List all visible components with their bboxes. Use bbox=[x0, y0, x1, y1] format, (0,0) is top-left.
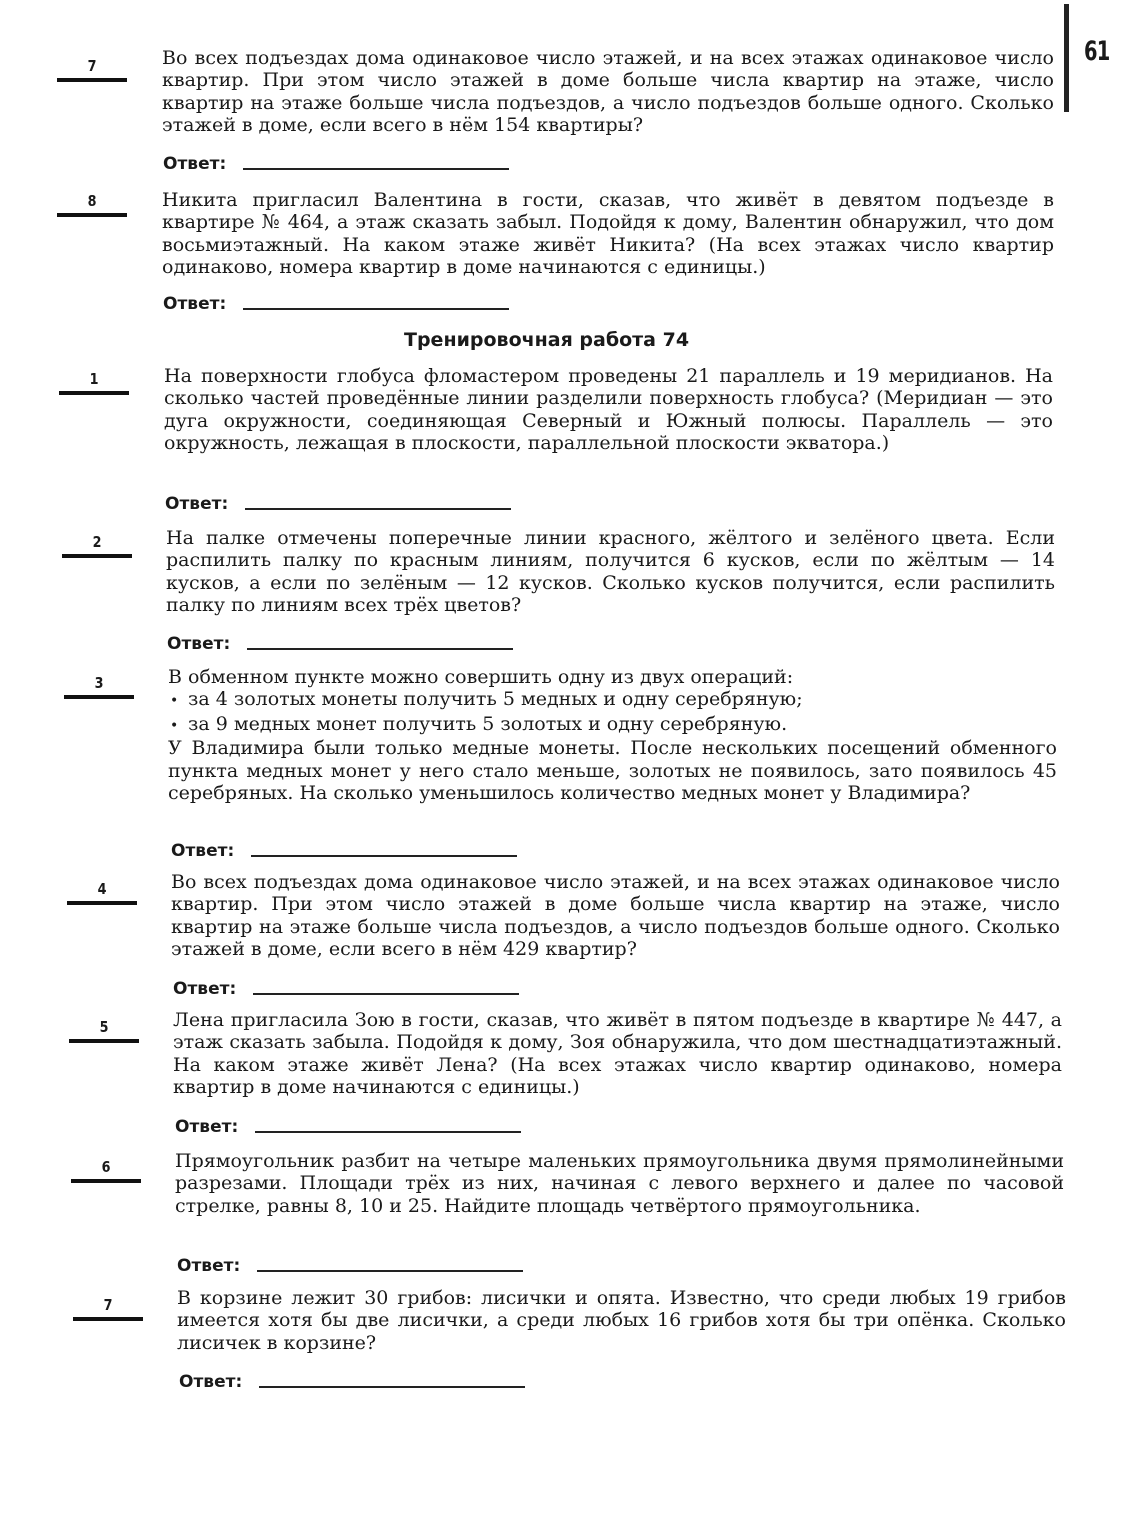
task-bullet-list bbox=[168, 688, 1057, 737]
answer-label: Ответ: bbox=[173, 979, 237, 999]
task-number-underline bbox=[69, 1039, 139, 1043]
answer-field[interactable] bbox=[251, 855, 517, 857]
answer-label: Ответ: bbox=[167, 634, 231, 654]
task-number-underline bbox=[64, 695, 134, 699]
task-text: На поверхности глобуса фломастером проведены 21 параллель и 19 меридианов. На сколько частей проведённые линии разделили поверхность глобуса? (Меридиан — это дуга окружности, соединяющая Северный и Южный полюсы. Параллель — это окружность, лежащая в плоскости, параллельной плоскости экватора.) bbox=[164, 365, 1053, 455]
task-number-underline bbox=[59, 391, 129, 395]
list-item: • за 4 золотых монеты получить 5 медных и одну серебряную; bbox=[192, 688, 1057, 712]
task-number: 7 bbox=[103, 1296, 113, 1314]
answer-field[interactable] bbox=[245, 508, 511, 510]
answer-label: Ответ: bbox=[179, 1372, 243, 1392]
task-number-underline bbox=[67, 901, 137, 905]
task-number-underline bbox=[73, 1317, 143, 1321]
task-number: 5 bbox=[99, 1018, 109, 1036]
answer-label: Ответ: bbox=[163, 154, 227, 174]
answer-field[interactable] bbox=[247, 648, 513, 650]
task-text: На палке отмечены поперечные линии красного, жёлтого и зелёного цвета. Если распилить палку по красным линиям, получится 6 кусков, если по жёлтым — 14 кусков, а если по зелёным — 12 кусков. Сколько кусков получится, если распилить палку по линиям всех трёх цветов? bbox=[166, 527, 1055, 617]
answer-label: Ответ: bbox=[171, 841, 235, 861]
task-number-underline bbox=[62, 554, 132, 558]
answer-field[interactable] bbox=[259, 1386, 525, 1388]
task-text: Прямоугольник разбит на четыре маленьких прямоугольника двумя прямолинейными разрезами. Площади трёх из них, начиная с левого верхнего и далее по часовой стрелке, равны 8, 10 и 25. Найдите площадь четвёртого прямоугольника. bbox=[175, 1150, 1064, 1217]
task-number: 3 bbox=[94, 674, 104, 692]
answer-field[interactable] bbox=[255, 1131, 521, 1133]
task-number: 6 bbox=[101, 1158, 111, 1176]
task-number-underline bbox=[57, 78, 127, 82]
list-item: • за 9 медных монет получить 5 золотых и одну серебряную. bbox=[192, 713, 1057, 737]
task-number: 2 bbox=[92, 533, 102, 551]
task-number: 4 bbox=[97, 880, 107, 898]
task-number: 1 bbox=[89, 370, 99, 388]
task-number-underline bbox=[71, 1179, 141, 1183]
section-title: Тренировочная работа 74 bbox=[404, 329, 690, 351]
task-text: Лена пригласила Зою в гости, сказав, что живёт в пятом подъезде в квартире № 447, а этаж сказать забыла. Подойдя к дому, Зоя обнаружила, что дом шестнадцатиэтажный. На каком этаже живёт Лена? (На всех этажах число квартир одинаково, номера квартир в доме начинаются с единицы.) bbox=[173, 1009, 1062, 1099]
task-text: У Владимира были только медные монеты. После нескольких посещений обменного пункта медных монет у него стало меньше, золотых не появилось, зато появилось 45 серебряных. На сколько уменьшилось количество медных монет у Владимира? bbox=[168, 737, 1057, 805]
answer-label: Ответ: bbox=[175, 1117, 239, 1137]
answer-field[interactable] bbox=[257, 1270, 523, 1272]
answer-label: Ответ: bbox=[165, 494, 229, 514]
task-text: Никита пригласил Валентина в гости, сказав, что живёт в девятом подъезде в квартире № 464, а этаж сказать забыл. Подойдя к дому, Валентин обнаружил, что дом восьмиэтажный. На каком этаже живёт Никита? (На всех этажах число квартир одинаково, номера квартир в доме начинаются с единицы.) bbox=[162, 189, 1054, 279]
task-number: 7 bbox=[87, 57, 97, 75]
task-number: 8 bbox=[87, 192, 97, 210]
task-text: Во всех подъездах дома одинаковое число этажей, и на всех этажах одинаковое число квартир. При этом число этажей в доме больше числа квартир на этаже, число квартир на этаже больше числа подъездов, а число подъездов больше одного. Сколько этажей в доме, если всего в нём 429 квартир? bbox=[171, 871, 1060, 961]
task-body bbox=[168, 666, 1057, 804]
answer-field[interactable] bbox=[243, 168, 509, 170]
task-intro: В обменном пункте можно совершить одну из двух операций: bbox=[168, 666, 794, 688]
answer-label: Ответ: bbox=[163, 294, 227, 314]
task-text: В корзине лежит 30 грибов: лисички и опята. Известно, что среди любых 19 грибов имеется хотя бы две лисички, а среди любых 16 грибов хотя бы три опёнка. Сколько лисичек в корзине? bbox=[177, 1287, 1066, 1354]
answer-field[interactable] bbox=[243, 308, 509, 310]
answer-label: Ответ: bbox=[177, 1256, 241, 1276]
page-number: 61 bbox=[1084, 36, 1110, 67]
task-text: Во всех подъездах дома одинаковое число этажей, и на всех этажах одинаковое число квартир. При этом число этажей в доме больше числа квартир на этаже, число квартир на этаже больше числа подъездов, а число подъездов больше одного. Сколько этажей в доме, если всего в нём 154 квартиры? bbox=[162, 47, 1054, 137]
page-edge-bar bbox=[1064, 4, 1069, 112]
answer-field[interactable] bbox=[253, 993, 519, 995]
task-number-underline bbox=[57, 213, 127, 217]
